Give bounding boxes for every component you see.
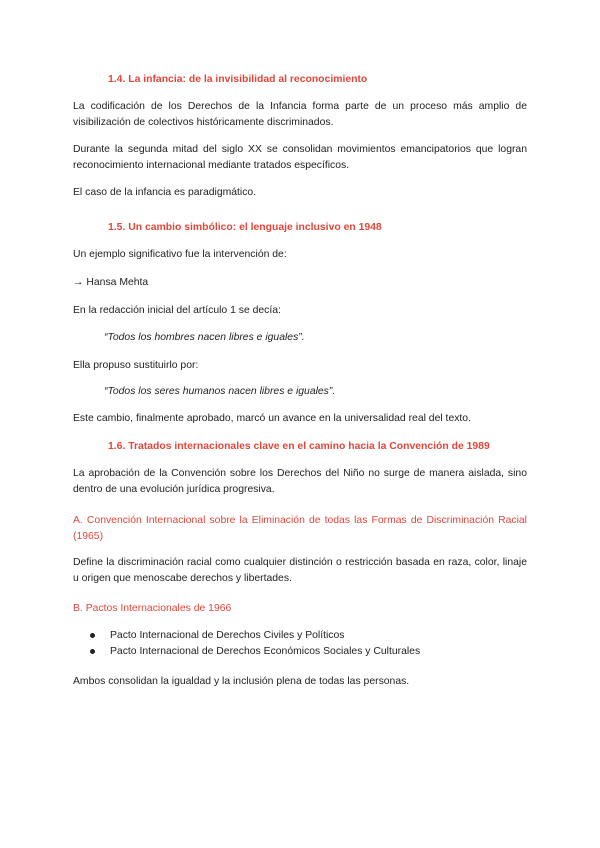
- section-heading-1-4: 1.4. La infancia: de la invisibilidad al reconocimiento: [108, 74, 368, 85]
- paragraph: La aprobación de la Convención sobre los Derechos del Niño no surge de manera aislada, sino dentro de una evolución jurídica progresiva.: [73, 468, 527, 495]
- paragraph: El caso de la infancia es paradigmático.: [73, 187, 257, 198]
- arrow-icon: →: [73, 277, 84, 288]
- paragraph: Durante la segunda mitad del siglo XX se consolidan movimientos emancipatorios que logran reconocimiento internacional mediante tratados específicos.: [73, 144, 527, 171]
- paragraph: Un ejemplo significativo fue la intervención de:: [73, 249, 287, 260]
- bullet-icon: [90, 633, 95, 638]
- section-heading-1-6: 1.6. Tratados internacionales clave en el camino hacia la Convención de 1989: [108, 441, 490, 452]
- quote: “Todos los seres humanos nacen libres e iguales”.: [104, 386, 336, 397]
- list-item-text: Pacto Internacional de Derechos Económicos Sociales y Culturales: [110, 646, 421, 657]
- paragraph: Ella propuso sustituirlo por:: [73, 360, 199, 371]
- paragraph: Ambos consolidan la igualdad y la inclusión plena de todas las personas.: [73, 676, 410, 687]
- pacts-list: [90, 628, 420, 660]
- subsection-heading-b: B. Pactos Internacionales de 1966: [73, 603, 232, 614]
- paragraph: Este cambio, finalmente aprobado, marcó un avance en la universalidad real del texto.: [73, 413, 471, 424]
- paragraph: Define la discriminación racial como cualquier distinción o restricción basada en raza, color, linaje u origen que menoscabe derechos y libertades.: [73, 557, 527, 584]
- paragraph: En la redacción inicial del artículo 1 se decía:: [73, 305, 281, 316]
- list-item: [90, 628, 420, 644]
- person-line: [73, 275, 527, 291]
- quote: “Todos los hombres nacen libres e iguales”.: [104, 332, 305, 343]
- list-item: [90, 644, 420, 660]
- paragraph: La codificación de los Derechos de la Infancia forma parte de un proceso más amplio de visibilización de colectivos históricamente discriminados.: [73, 101, 527, 128]
- bullet-icon: [90, 649, 95, 654]
- section-heading-1-5: 1.5. Un cambio simbólico: el lenguaje inclusivo en 1948: [108, 222, 382, 233]
- person-name: Hansa Mehta: [86, 277, 149, 288]
- subsection-heading-a: A. Convención Internacional sobre la Eliminación de todas las Formas de Discriminación Racial (1965): [73, 515, 527, 542]
- list-item-text: Pacto Internacional de Derechos Civiles y Políticos: [110, 630, 345, 641]
